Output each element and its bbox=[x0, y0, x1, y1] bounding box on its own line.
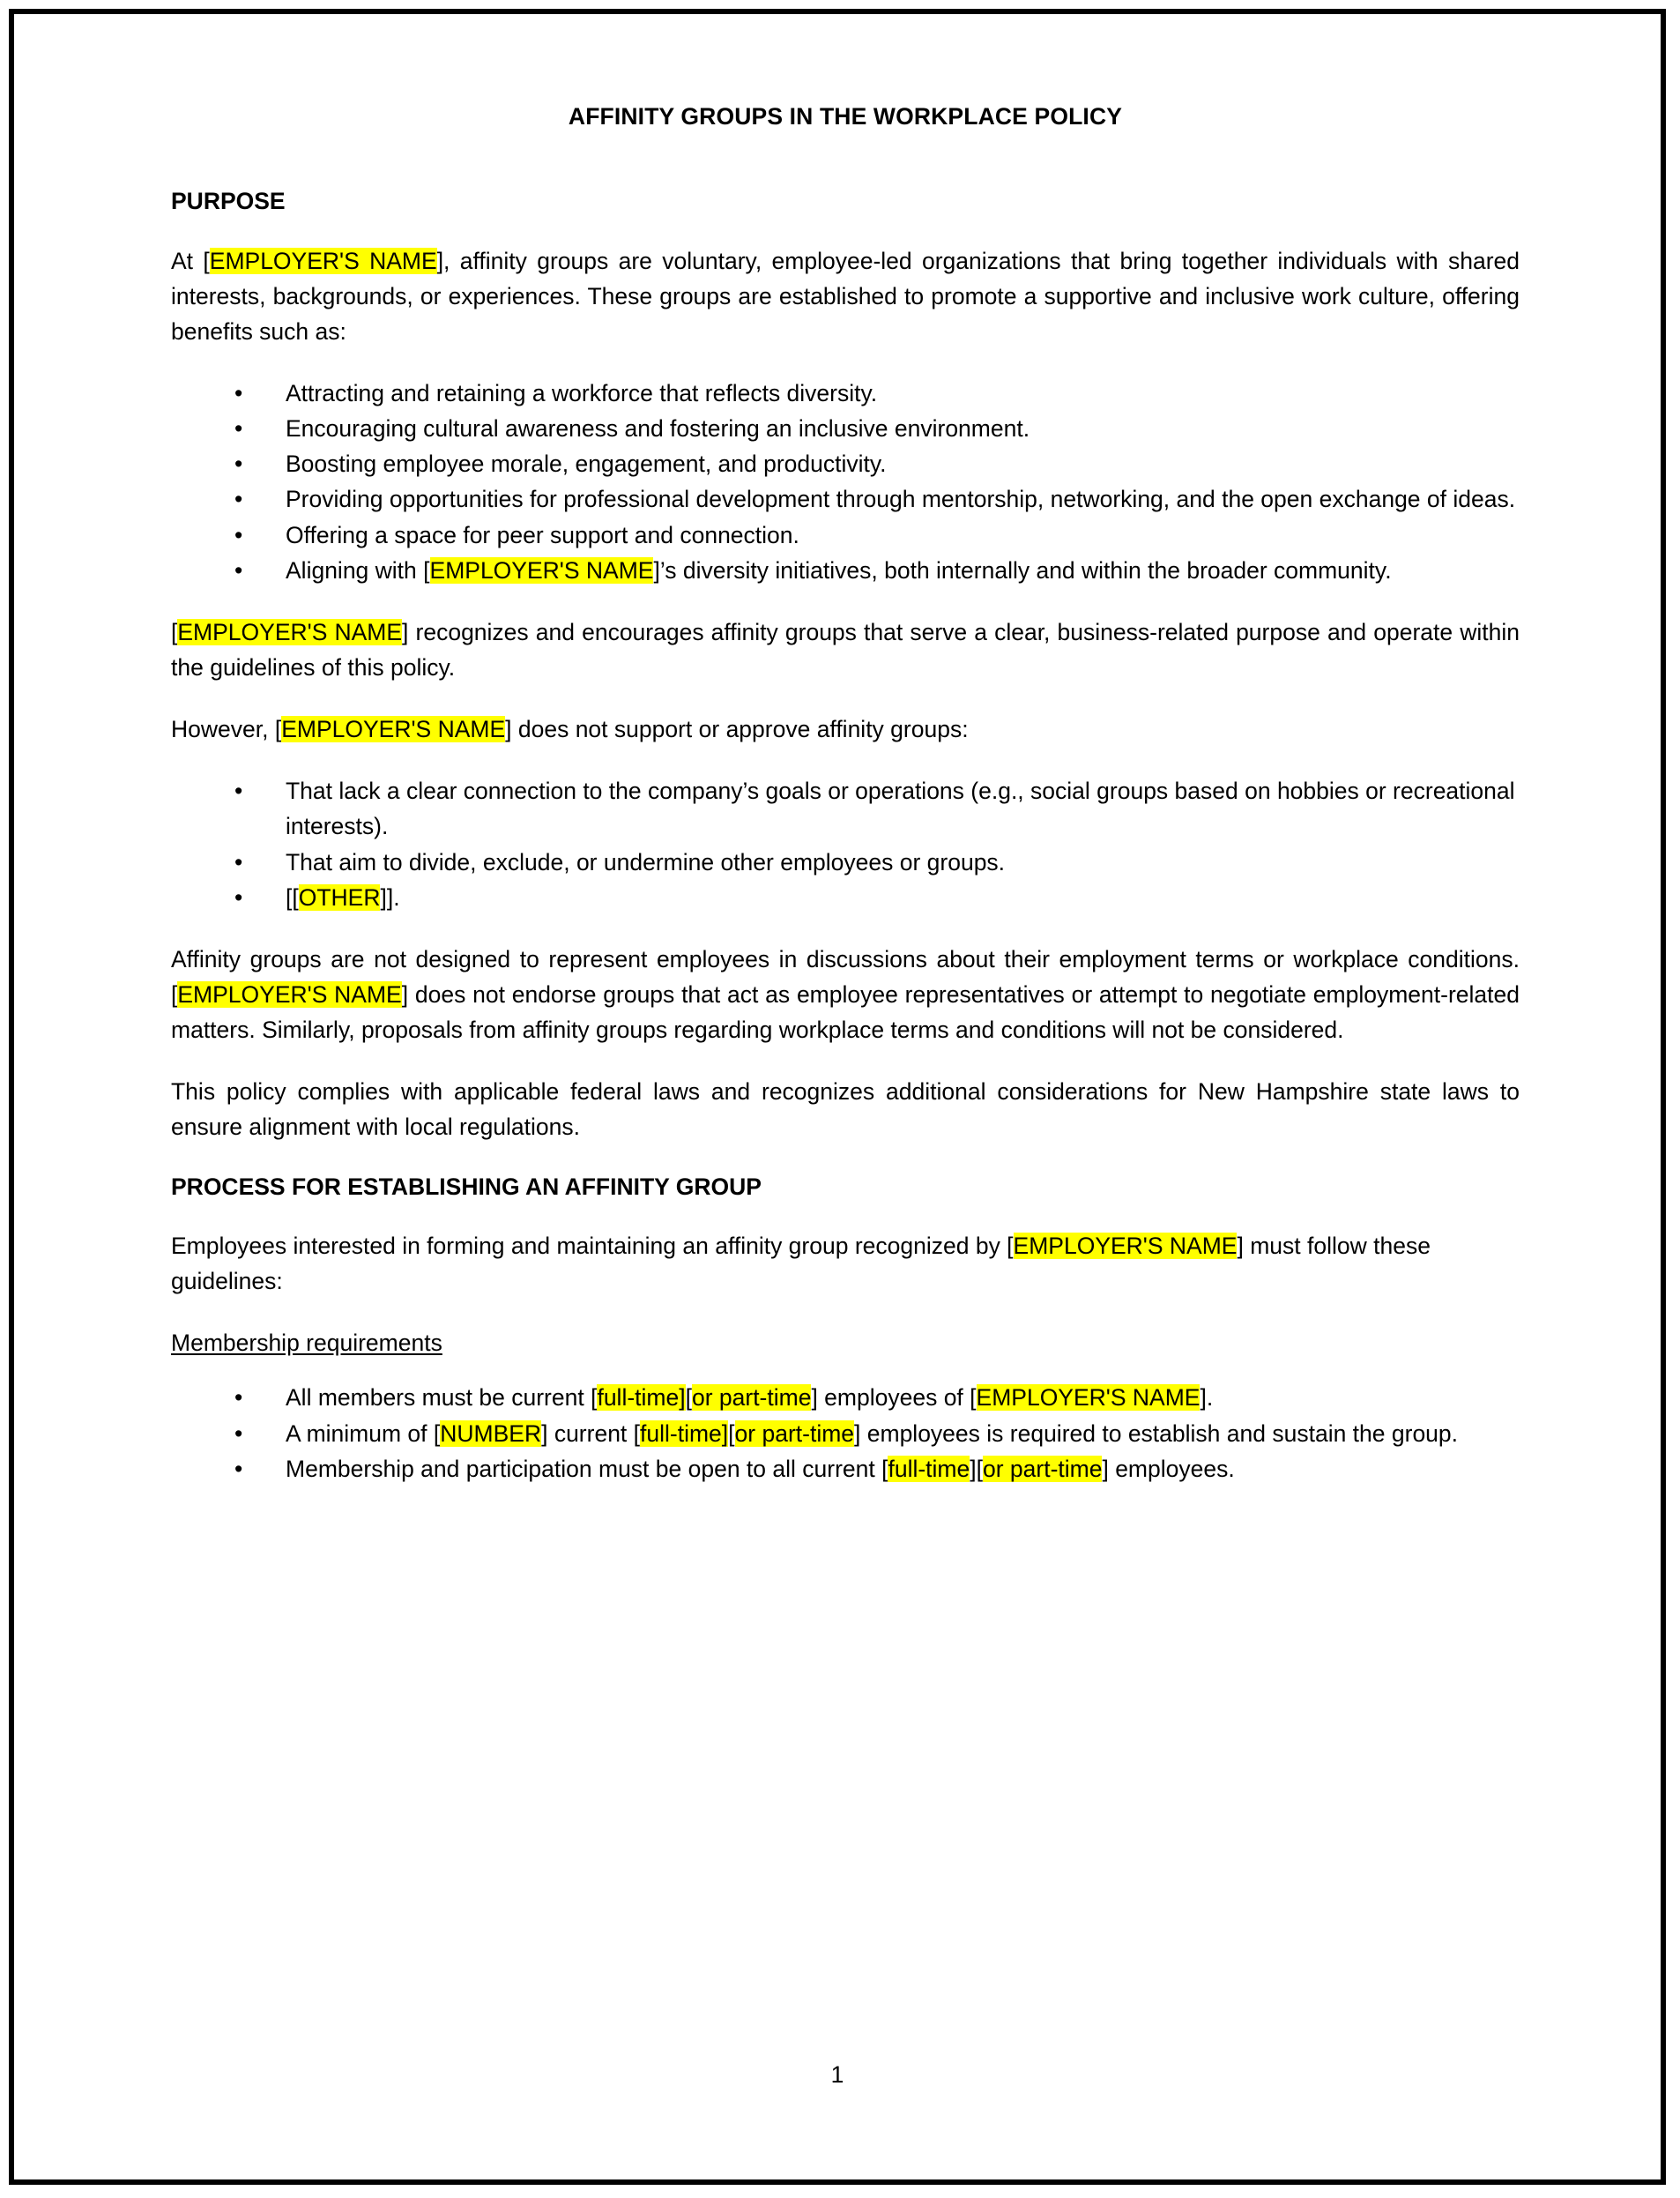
spacer bbox=[171, 1360, 1520, 1380]
text-segment: ], affinity groups are voluntary, employee-led organizations that bring together individuals with shared interests, backgrounds, or experiences. These groups are established to promote a supportive and inclusive work culture, offering benefits such as: bbox=[171, 247, 1520, 345]
paragraph-not-representative bbox=[171, 942, 1520, 1047]
heading-purpose: PURPOSE bbox=[171, 188, 286, 215]
text-segment: ] does not support or approve affinity groups: bbox=[505, 716, 969, 743]
text-segment: ] recognizes and encourages affinity groups that serve a clear, business-related purpose and operate within the guidelines of this policy. bbox=[171, 618, 1520, 681]
text-segment: However, [ bbox=[171, 716, 282, 743]
text-segment: A minimum of [ bbox=[286, 1419, 441, 1447]
spacer bbox=[171, 915, 1520, 942]
page-number: 1 bbox=[830, 2061, 844, 2088]
list-item bbox=[171, 880, 1520, 915]
document-body bbox=[171, 102, 1520, 1486]
spacer bbox=[171, 349, 1520, 376]
text-segment: [[ bbox=[286, 883, 299, 911]
paragraph-recognizes bbox=[171, 615, 1520, 685]
placeholder-or-part-time: or part-time bbox=[982, 1455, 1103, 1482]
placeholder-employer-name: EMPLOYER'S NAME bbox=[177, 980, 402, 1008]
list-item bbox=[171, 1380, 1520, 1415]
list-item bbox=[171, 1416, 1520, 1451]
subheading-membership-requirements: Membership requirements bbox=[171, 1330, 442, 1357]
list-item bbox=[171, 446, 1520, 481]
placeholder-employer-name: EMPLOYER'S NAME bbox=[281, 716, 506, 743]
text-segment: All members must be current [ bbox=[286, 1384, 598, 1412]
list-item bbox=[171, 481, 1520, 517]
spacer bbox=[171, 588, 1520, 615]
list-item bbox=[171, 518, 1520, 553]
heading-process: PROCESS FOR ESTABLISHING AN AFFINITY GROUP bbox=[171, 1173, 762, 1200]
spacer bbox=[171, 217, 1520, 243]
paragraph-however bbox=[171, 712, 1520, 747]
placeholder-employer-name: EMPLOYER'S NAME bbox=[429, 556, 654, 584]
placeholder-or-part-time: or part-time bbox=[691, 1384, 812, 1412]
text-segment: Affinity groups are not designed to represent employees in discussions about their employment terms or workplace conditions. [ bbox=[171, 945, 1520, 1008]
list-item-text: Offering a space for peer support and connection. bbox=[286, 521, 799, 548]
spacer bbox=[171, 131, 1520, 186]
placeholder-full-time: full-time] bbox=[597, 1384, 686, 1412]
placeholder-other: OTHER bbox=[298, 883, 381, 911]
placeholder-employer-name: EMPLOYER'S NAME bbox=[209, 247, 437, 274]
text-segment: ] must follow these guidelines: bbox=[171, 1232, 1431, 1295]
paragraph-purpose-intro bbox=[171, 243, 1520, 349]
placeholder-full-time: full-time] bbox=[640, 1419, 729, 1447]
text-segment: [ bbox=[171, 618, 178, 645]
text-segment: [ bbox=[685, 1384, 692, 1412]
text-segment: ][ bbox=[970, 1455, 983, 1482]
list-benefits bbox=[171, 376, 1520, 588]
text-segment: ] does not endorse groups that act as employee representatives or attempt to negotiate employment-related matters. Similarly, proposals from affinity groups regarding workplace terms and conditions will not be considered. bbox=[171, 980, 1520, 1044]
list-item bbox=[171, 376, 1520, 411]
list-exclusions bbox=[171, 773, 1520, 915]
list-item-text: Boosting employee morale, engagement, and productivity. bbox=[286, 451, 887, 478]
list-item bbox=[171, 553, 1520, 588]
placeholder-number: NUMBER bbox=[440, 1419, 542, 1447]
list-membership-requirements bbox=[171, 1380, 1520, 1486]
spacer bbox=[171, 1299, 1520, 1325]
text-segment: ]. bbox=[1200, 1384, 1214, 1412]
text-segment: ] current [ bbox=[541, 1419, 641, 1447]
text-segment: ] employees is required to establish and sustain the group. bbox=[854, 1419, 1459, 1447]
page-frame bbox=[9, 9, 1666, 2185]
text-segment: ] employees. bbox=[1102, 1455, 1235, 1482]
list-item bbox=[171, 411, 1520, 446]
list-item-text: That lack a clear connection to the company’s goals or operations (e.g., social groups based on hobbies or recreational interests). bbox=[286, 778, 1515, 840]
text-segment: ] employees of [ bbox=[811, 1384, 977, 1412]
list-item-text: That aim to divide, exclude, or undermine other employees or groups. bbox=[286, 848, 1006, 875]
list-item-text: Attracting and retaining a workforce that reflects diversity. bbox=[286, 379, 878, 406]
spacer bbox=[171, 747, 1520, 773]
list-item bbox=[171, 1451, 1520, 1486]
text-segment: Aligning with [ bbox=[286, 556, 430, 584]
placeholder-employer-name: EMPLOYER'S NAME bbox=[1013, 1232, 1238, 1259]
text-segment: [ bbox=[728, 1419, 735, 1447]
paragraph-compliance: This policy complies with applicable federal laws and recognizes additional considerations for New Hampshire state laws to ensure alignment with local regulations. bbox=[171, 1078, 1520, 1141]
list-item bbox=[171, 773, 1520, 844]
list-item-text: Providing opportunities for professional development through mentorship, networking, and the open exchange of ideas. bbox=[286, 486, 1516, 513]
paragraph-process-intro bbox=[171, 1228, 1520, 1299]
text-segment: At [ bbox=[171, 247, 210, 274]
text-segment: ]’s diversity initiatives, both internally and within the broader community. bbox=[653, 556, 1392, 584]
text-segment: Employees interested in forming and maintaining an affinity group recognized by [ bbox=[171, 1232, 1014, 1259]
placeholder-employer-name: EMPLOYER'S NAME bbox=[976, 1384, 1201, 1412]
text-segment: ]]. bbox=[380, 883, 400, 911]
list-item bbox=[171, 845, 1520, 880]
list-item-text: Encouraging cultural awareness and fostering an inclusive environment. bbox=[286, 415, 1030, 443]
document-title: AFFINITY GROUPS IN THE WORKPLACE POLICY bbox=[568, 103, 1123, 130]
placeholder-full-time: full-time bbox=[888, 1455, 970, 1482]
placeholder-employer-name: EMPLOYER'S NAME bbox=[177, 618, 403, 645]
placeholder-or-part-time: or part-time bbox=[734, 1419, 855, 1447]
spacer bbox=[171, 1202, 1520, 1228]
spacer bbox=[171, 1047, 1520, 1074]
spacer bbox=[171, 685, 1520, 712]
text-segment: Membership and participation must be open to all current [ bbox=[286, 1455, 888, 1482]
spacer bbox=[171, 1145, 1520, 1172]
page-inner bbox=[14, 14, 1661, 2179]
